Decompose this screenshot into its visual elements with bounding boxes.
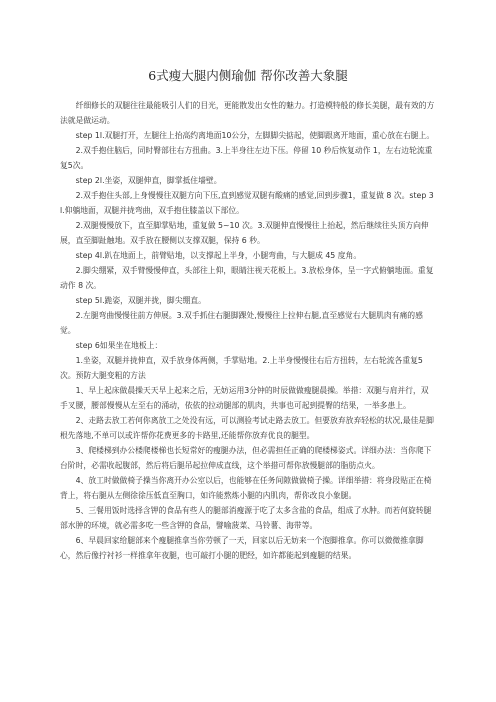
paragraph-intro: 纤细修长的双腿往往最能吸引人们的目光，更能散发出女性的魅力。打造模特般的修长美腿，最有效的方法就是做运动。	[60, 101, 435, 125]
paragraph: 2.双手抱住脑后，同时臀部往右方扭曲。3.上半身往左边下压。停留 10 秒后恢复动作 1，左右边轮流重复5次。	[60, 146, 433, 170]
paragraph: step 2l.坐姿，双腿伸直，脚掌抵住墙壁。	[75, 176, 222, 185]
paragraph: 1、早上起床做晨操天天早上起来之后，无妨运用3分钟的时辰做做瘦腿晨操。举措：双腿与肩并行，双手叉腰，腰部慢慢从左至右的涌动，依依的拉动腿部的肌肉，共事也可起到提臀的结果，一举多患上。	[60, 386, 429, 410]
paragraph: 2、走路去放工若何你离放工之处没有远，可以测验考试走路去放工。但要放弃放弃轻松的状况,最佳是脚根先落地,不单可以或许帮你花费更多的卡路里,还能帮你放弃优良的腿型。	[60, 416, 434, 440]
paragraph: 2.脚尖绷紧，双手臂慢慢伸直，头部往上仰，眼睛注视天花板上。3.放松身体，呈一字式俯躺地面。重复动作 8 次。	[60, 266, 434, 290]
paragraph: step 4l.趴在地面上，前臂贴地，以支撑起上半身，小腿弯曲，与大腿成 45 度角。	[75, 251, 362, 260]
document-title: 6式瘦大腿内侧瑜伽 帮你改善大象腿	[148, 68, 348, 83]
paragraph: 5、三餐用饭时选择含钾的食品有些人的腿部消瘦源于吃了太多含盐的食品，组成了水肿。而若何旋转腿部水肿的环境，就必需多吃一些含钾的食品，譬喻菠菜、马铃薯、海带等。	[60, 506, 432, 530]
paragraph: step 5l.跪姿，双腿并拢，脚尖绷直。	[75, 296, 206, 305]
paragraph: step 1l.双腿打开，左腿往上抬高约离地面10公分，左脚脚尖掂起，使脚跟离开地面，重心放在右腿上。	[75, 131, 435, 140]
document-body	[60, 98, 436, 563]
paragraph: 6、早晨回家给腿部来个瘦腿推拿当你劳顿了一天，回家以后无妨来一个泡脚推拿。你可以微微推拿脚心，然后像拧衬衫一样推拿年夜腿，也可敲打小腿的肥经，如许都能起到瘦腿的结果。	[60, 536, 424, 560]
paragraph: 2.左腿弯曲慢慢往前方伸展。3.双手抓住右腿脚踝处,慢慢往上拉伸右腿,直至感觉右大腿肌肉有痛的感觉。	[60, 311, 423, 335]
paragraph: step 6如果坐在地板上：	[75, 341, 163, 350]
paragraph: 3、爬楼梯到办公楼爬楼梯也长短常好的瘦腿办法，但必需担任正确的爬楼梯姿式。详细办法：当你爬下台阶时，必需收起腹部，然后将后腿吊起拉伸成直线，这个举措可帮你放慢腿部的脂肪点火。	[60, 446, 432, 470]
paragraph: 1.坐姿，双腿并拢伸直，双手放身体两侧，手掌贴地。2.上半身慢慢往右后方扭转，左右轮流各重复5次。预防大腿变粗的方法	[60, 356, 423, 380]
paragraph: 2.双腿慢慢放下，直至脚掌贴地，重复做 5~10 次。3.双腿伸直慢慢往上抬起，然后继续往头顶方向伸展，直至脚趾触地。双手放在腰侧以支撑双腿，保持 6 秒。	[60, 221, 429, 245]
paragraph: 2.双手抱住头部,上身慢慢往双腿方向下压,直到感觉双腿有酸痛的感觉,回到步骤1，重复做 8 次。step 3l.仰躺地面，双腿并拢弯曲，双手抱住膝盖以下部位。	[60, 191, 434, 215]
paragraph: 4、放工时做做椅子操当你离开办公室以后，也能够在任务间隙做做椅子操。详细举措：将身段贴正在椅背上，将右腿从左侧徐徐压低直至胸口，如许能熬炼小腿的内肌肉，帮你改良小象腿。	[60, 476, 432, 500]
